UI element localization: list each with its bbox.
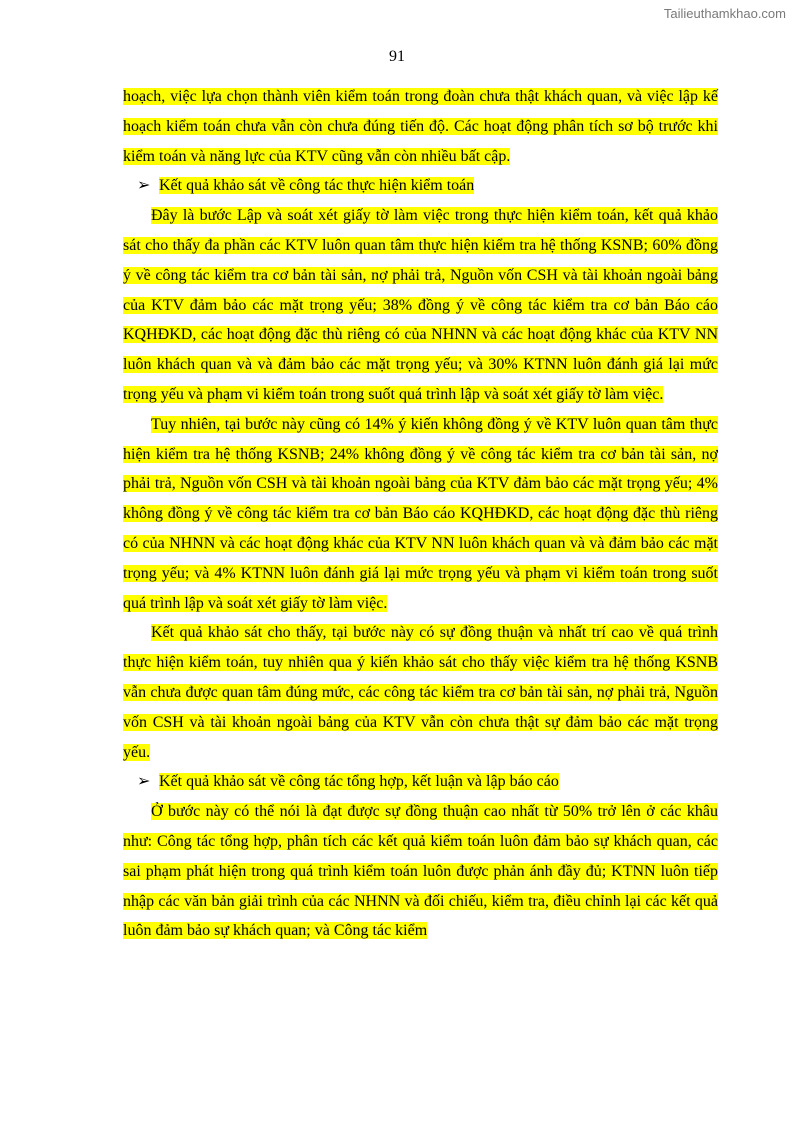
paragraph-text: Kết quả khảo sát cho thấy, tại bước này có sự đồng thuận và nhất trí cao về quá trình thực hiện kiểm toán, tuy nhiên qua ý kiến khảo sát cho thấy việc kiểm tra hệ thống KSNB vẫn chưa được quan tâm đúng mức, các công tác kiểm tra cơ bản tài sản, nợ phải trả, Nguồn vốn CSH và tài khoản ngoài bảng của KTV vẫn còn chưa thật sự đảm bảo các mặt trọng yếu.	[123, 624, 718, 761]
section-heading-reporting	[123, 767, 718, 797]
paragraph-text: hoạch, việc lựa chọn thành viên kiểm toán trong đoàn chưa thật khách quan, và việc lập kế hoạch kiểm toán chưa vẫn còn chưa đúng tiến độ. Các hoạt động phân tích sơ bộ trước khi kiểm toán và năng lực của KTV cũng vẫn còn nhiều bất cập.	[123, 88, 718, 165]
page-body	[123, 82, 718, 946]
watermark: Tailieuthamkhao.com	[663, 6, 786, 21]
paragraph-execution-results	[123, 201, 718, 410]
paragraph-conclusion	[123, 618, 718, 767]
heading-text: Kết quả khảo sát về công tác tổng hợp, kết luận và lập báo cáo	[159, 773, 559, 791]
page-number: 91	[389, 48, 405, 65]
heading-text: Kết quả khảo sát về công tác thực hiện kiểm toán	[159, 177, 475, 195]
paragraph-disagreement	[123, 410, 718, 619]
paragraph-text: Đây là bước Lập và soát xét giấy tờ làm việc trong thực hiện kiểm toán, kết quả khảo sát cho thấy đa phần các KTV luôn quan tâm thực hiện kiểm tra hệ thống KSNB; 60% đồng ý về công tác kiểm tra cơ bản tài sản, nợ phải trả, Nguồn vốn CSH và tài khoản ngoài bảng của KTV đảm bảo các mặt trọng yếu; 38% đồng ý về công tác kiểm tra cơ bản Báo cáo KQHĐKD, các hoạt động đặc thù riêng có của NHNN và các hoạt động khác của KTV NN luôn khách quan và và đảm bảo các mặt trọng yếu; và 30% KTNN luôn đánh giá lại mức trọng yếu và phạm vi kiểm toán trong suốt quá trình lập và soát xét giấy tờ làm việc.	[123, 207, 718, 403]
paragraph-text: Tuy nhiên, tại bước này cũng có 14% ý kiến không đồng ý về KTV luôn quan tâm thực hiện kiểm tra hệ thống KSNB; 24% không đồng ý về công tác kiểm tra cơ bản tài sản, nợ phải trả, Nguồn vốn CSH và tài khoản ngoài bảng của KTV đảm bảo các mặt trọng yếu; 4% không đồng ý về công tác kiểm tra cơ bản Báo cáo KQHĐKD, các hoạt động đặc thù riêng có của NHNN và các hoạt động khác của KTV NN luôn khách quan và và đảm bảo các mặt trọng yếu; và 4% KTNN luôn đánh giá lại mức trọng yếu và phạm vi kiểm toán trong suốt quá trình lập và soát xét giấy tờ làm việc.	[123, 415, 718, 612]
paragraph-reporting-results	[123, 797, 718, 946]
paragraph-text: Ở bước này có thể nói là đạt được sự đồng thuận cao nhất từ 50% trở lên ở các khâu như: Công tác tổng hợp, phân tích các kết quả kiểm toán luôn đảm bảo sự khách quan, các sai phạm phát hiện trong quá trình kiểm toán luôn được phản ánh đầy đủ; KTNN luôn tiếp nhập các văn bản giải trình của các NHNN và đối chiếu, kiểm tra, điều chỉnh lại các kết quả luôn đảm bảo sự khách quan; và Công tác kiểm	[123, 803, 718, 940]
arrow-bullet-icon: ➢	[137, 177, 151, 195]
section-heading-execution	[123, 171, 718, 201]
arrow-bullet-icon: ➢	[137, 773, 151, 791]
paragraph-intro	[123, 82, 718, 171]
